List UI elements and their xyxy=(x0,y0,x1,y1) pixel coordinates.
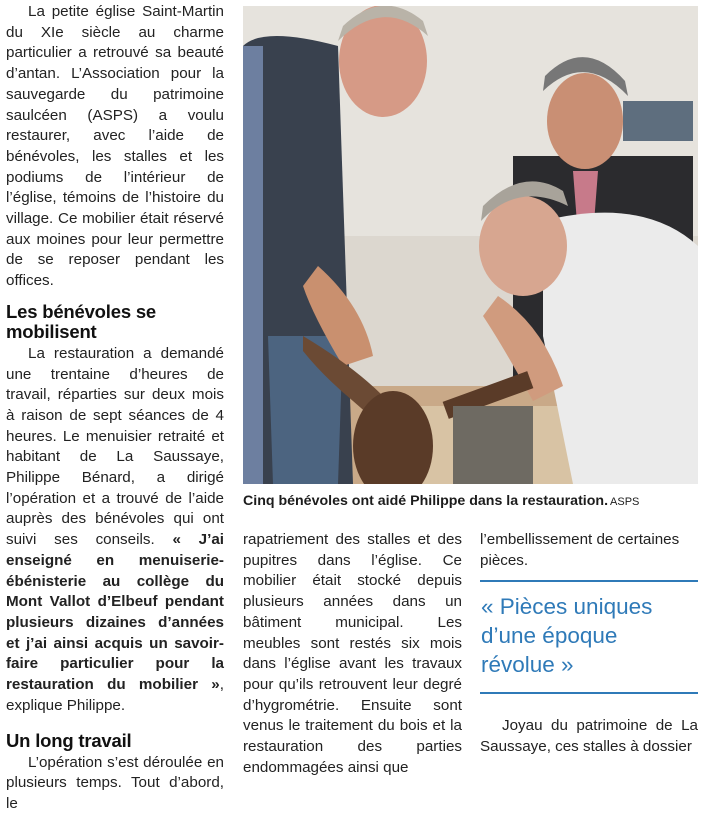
intro-paragraph: La petite église Saint-Martin du XIe siècle au charme particulier a retrouvé sa beauté d’antan. L’Association pour la sauvegarde du patrimoine saulcéen (ASPS) a voulu restaurer, avec l’aide de bénévoles, les stalles et les podiums de l’intérieur de l’église, témoins de l’histoire du village. Ce mobilier était réservé aux moines pour leur permettre de se reposer pendant les offices. xyxy=(6,3,224,290)
photo-caption xyxy=(243,492,703,511)
caption-text: Cinq bénévoles ont aidé Philippe dans la restauration. xyxy=(243,493,609,509)
pull-quote-top-rule xyxy=(480,580,698,582)
middle-column xyxy=(243,530,462,778)
subheading-benevoles: Les bénévoles se mobilisent xyxy=(6,300,157,342)
article-photo xyxy=(243,6,698,484)
right-column-continuation xyxy=(480,716,698,757)
subheading-long-travail: Un long travail xyxy=(6,729,132,751)
quote-attribution: , explique Philippe. xyxy=(6,676,224,714)
left-column xyxy=(6,2,224,815)
pull-quote-bottom-rule xyxy=(480,692,698,694)
paragraph-operation: L’opération s’est déroulée en plusieurs temps. Tout d’abord, le xyxy=(6,753,224,812)
pull-quote: « Pièces uniques d’une époque révolue » xyxy=(481,594,653,677)
right-column xyxy=(480,530,698,571)
paragraph-embellissement: l’embellissement de certaines pièces. xyxy=(480,531,680,569)
photo-credit: ASPS xyxy=(610,496,640,508)
paragraph-rapatriement: rapatriement des stalles et des pupitres dans l’église. Ce mobilier était stocké depuis plusieurs années dans un bâtiment municipal. Les meubles sont restés six mois dans l’église avant les travaux pour qu’ils retrouvent leur degré d’hygrométrie. Ensuite sont venus le traitement du bois et la restauration des parties endommagées ainsi que xyxy=(243,531,462,776)
paragraph-restauration-text: La restauration a demandé une trentaine d’heures de travail, réparties sur deux mois à raison de sept séances de 4 heures. Le menuisier retraité et habitant de La Saussaye, Philippe Bénard, a dirigé l’opération et a trouvé de l’aide auprès des bénévoles qui ont suivi ses conseils. xyxy=(6,344,224,549)
philippe-quote: « J’ai enseigné en menuiserie-ébénisterie au collège du Mont Vallot d’Elbeuf pendant plusieurs dizaines d’années et j’ai ainsi acquis un savoir-faire particulier pour la restauration du mobilier » xyxy=(6,531,225,694)
volunteers-photo-illustration xyxy=(243,6,698,484)
paragraph-joyau: Joyau du patrimoine de La Saussaye, ces stalles à dossier xyxy=(480,717,698,755)
paragraph-restauration xyxy=(6,344,224,717)
